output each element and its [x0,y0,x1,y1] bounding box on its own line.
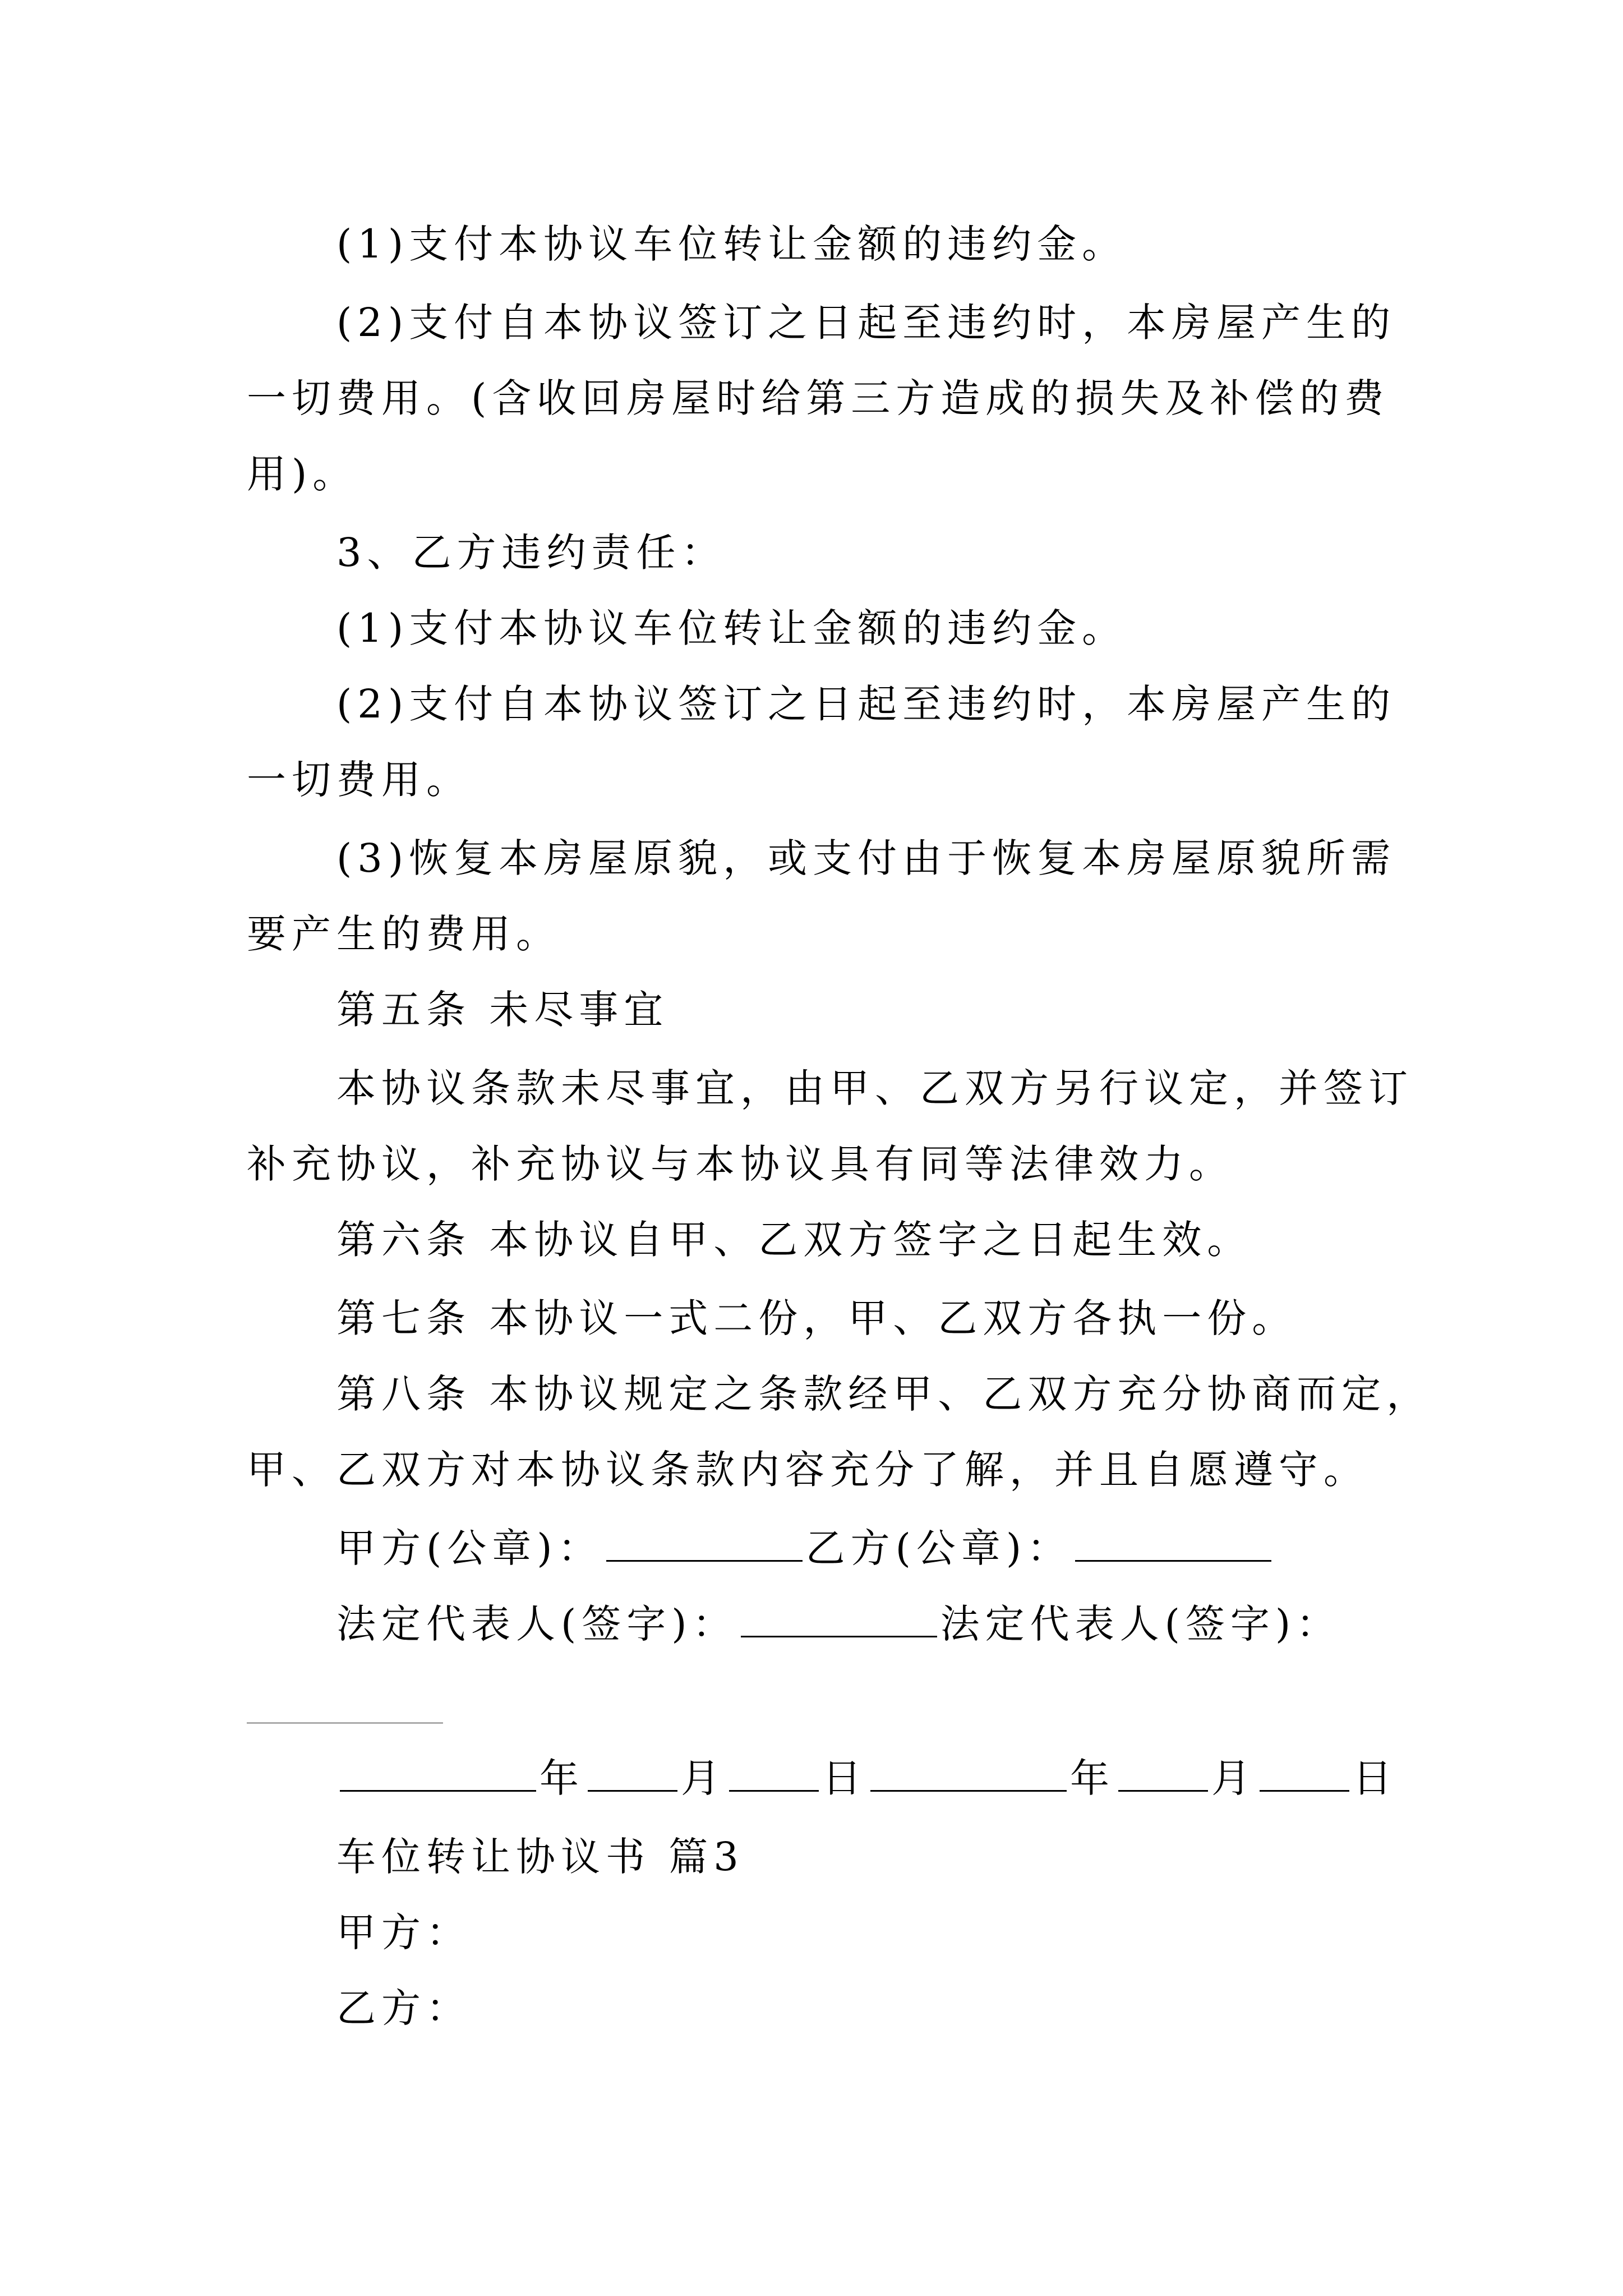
party-a-seal-blank [606,1521,803,1562]
paragraph: (1)支付本协议车位转让金额的违约金。 [336,221,1127,267]
paragraph: (2)支付自本协议签订之日起至违约时，本房屋产生的 [336,300,1396,346]
paragraph: (3)恢复本房屋原貌，或支付由于恢复本房屋原貌所需 [336,835,1396,881]
paragraph: (1)支付本协议车位转让金额的违约金。 [336,605,1127,651]
rep-b-blank-wrapped [247,1722,443,1724]
paragraph: 甲、乙双方对本协议条款内容充分了解，并且自愿遵守。 [247,1447,1368,1493]
section-title: 车位转让协议书 篇3 [336,1834,744,1880]
day-label: 日 [1353,1755,1398,1801]
paragraph: 本协议条款未尽事宜，由甲、乙双方另行议定，并签订 [336,1065,1413,1111]
paragraph: 第七条 本协议一式二份，甲、乙双方各执一份。 [336,1295,1297,1341]
representative-line [336,1596,1341,1652]
paragraph: 一切费用。(含收回房屋时给第三方造成的损失及补偿的费 [247,375,1390,421]
party-b-label: 乙方： [336,1985,471,2031]
rep-a-blank [741,1596,937,1637]
party-b-seal-label: 乙方(公章)： [805,1525,1072,1571]
seal-line [336,1520,1275,1576]
date-line [336,1750,1398,1806]
party-b-seal-blank [1075,1521,1271,1562]
month-blank-b [1118,1751,1208,1792]
rep-b-label: 法定代表人(签字)： [940,1601,1341,1647]
party-a-seal-label: 甲方(公章)： [336,1525,603,1571]
month-label: 月 [681,1755,726,1801]
month-label: 月 [1211,1755,1256,1801]
paragraph: 要产生的费用。 [247,911,561,957]
day-blank-b [1260,1751,1349,1792]
article-heading: 第五条 未尽事宜 [336,987,669,1033]
year-blank-a [340,1751,536,1792]
paragraph: 3、乙方违约责任： [336,530,726,576]
paragraph: 第六条 本协议自甲、乙双方签字之日起生效。 [336,1217,1252,1263]
day-blank-a [729,1751,819,1792]
rep-a-label: 法定代表人(签字)： [336,1601,737,1647]
paragraph: 第八条 本协议规定之条款经甲、乙双方充分协商而定， [336,1371,1432,1417]
year-label: 年 [1070,1755,1115,1801]
paragraph: 一切费用。 [247,757,471,803]
year-blank-b [870,1751,1067,1792]
party-a-label: 甲方： [336,1910,471,1955]
year-label: 年 [540,1755,584,1801]
paragraph: 用)。 [247,451,358,497]
day-label: 日 [822,1755,867,1801]
paragraph: (2)支付自本协议签订之日起至违约时，本房屋产生的 [336,681,1396,727]
paragraph: 补充协议，补充协议与本协议具有同等法律效力。 [247,1141,1234,1187]
month-blank-a [588,1751,677,1792]
